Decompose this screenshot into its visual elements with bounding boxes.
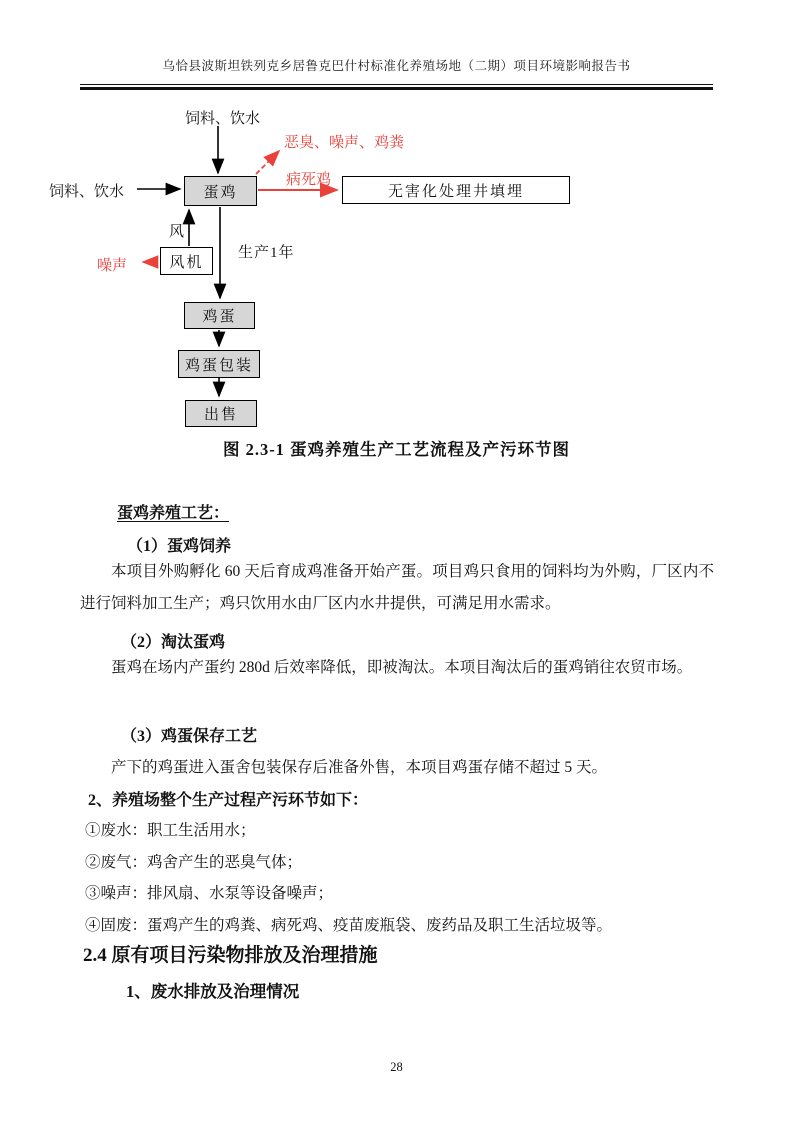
section-3-heading: （3）鸡蛋保存工艺 [121,728,258,745]
header-rule [80,84,713,90]
flow-label-wind: 风 [169,224,185,240]
section-3-paragraph: 产下的鸡蛋进入蛋舍包装保存后准备外售，本项目鸡蛋存储不超过 5 天。 [111,759,608,776]
flow-node-sale: 出售 [185,400,257,427]
chapter-heading: 2.4 原有项目污染物排放及治理措施 [83,945,378,966]
flow-label-odor-noise-manure: 恶臭、噪声、鸡粪 [284,135,405,151]
page-number: 28 [390,1060,403,1074]
section-2-paragraph: 蛋鸡在场内产蛋约 280d 后效率降低，即被淘汰。本项目淘汰后的蛋鸡销往农贸市场。 [111,659,693,676]
process-title: 蛋鸡养殖工艺： [117,505,230,522]
flow-input-feed-top: 饲料、饮水 [185,111,261,127]
flow-node-hen: 蛋鸡 [184,176,257,206]
flow-node-egg: 鸡蛋 [184,302,255,329]
flow-input-feed-left: 饲料、饮水 [49,184,125,200]
figure-caption: 图 2.3-1 蛋鸡养殖生产工艺流程及产污环节图 [222,440,571,459]
section-1-heading: （1）蛋鸡饲养 [127,538,232,555]
flow-label-dead-chicken: 病死鸡 [286,172,332,188]
section-1-paragraph: 本项目外购孵化 60 天后育成鸡准备开始产蛋。项目鸡只食用的饲料均为外购，厂区内不进行饲料加工生产；鸡只饮用水由厂区内水井提供，可满足用水需求。 [80,563,714,612]
header-title: 乌恰县波斯坦铁列克乡居鲁克巴什村标准化养殖场地（二期）项目环境影响报告书 [162,59,631,73]
flow-node-fan: 风机 [160,247,213,275]
pollution-item-noise: ③噪声：排风扇、水泵等设备噪声； [85,885,334,902]
sub-heading: 1、废水排放及治理情况 [126,982,300,1001]
pollution-item-gas: ②废气：鸡舍产生的恶臭气体； [85,854,303,871]
section-2-heading: （2）淘汰蛋鸡 [121,634,226,651]
flow-node-disposal: 无害化处理井填埋 [342,176,570,204]
flow-label-production-period: 生产1年 [238,245,295,261]
pollution-item-solid-waste: ④固废：蛋鸡产生的鸡粪、病死鸡、疫苗废瓶袋、废药品及职工生活垃圾等。 [85,917,613,934]
flow-label-noise: 噪声 [97,258,128,274]
pollution-heading: 2、养殖场整个生产过程产污环节如下： [88,792,369,809]
pollution-item-wastewater: ①废水：职工生活用水； [85,822,256,839]
flow-node-packaging: 鸡蛋包装 [178,350,260,378]
